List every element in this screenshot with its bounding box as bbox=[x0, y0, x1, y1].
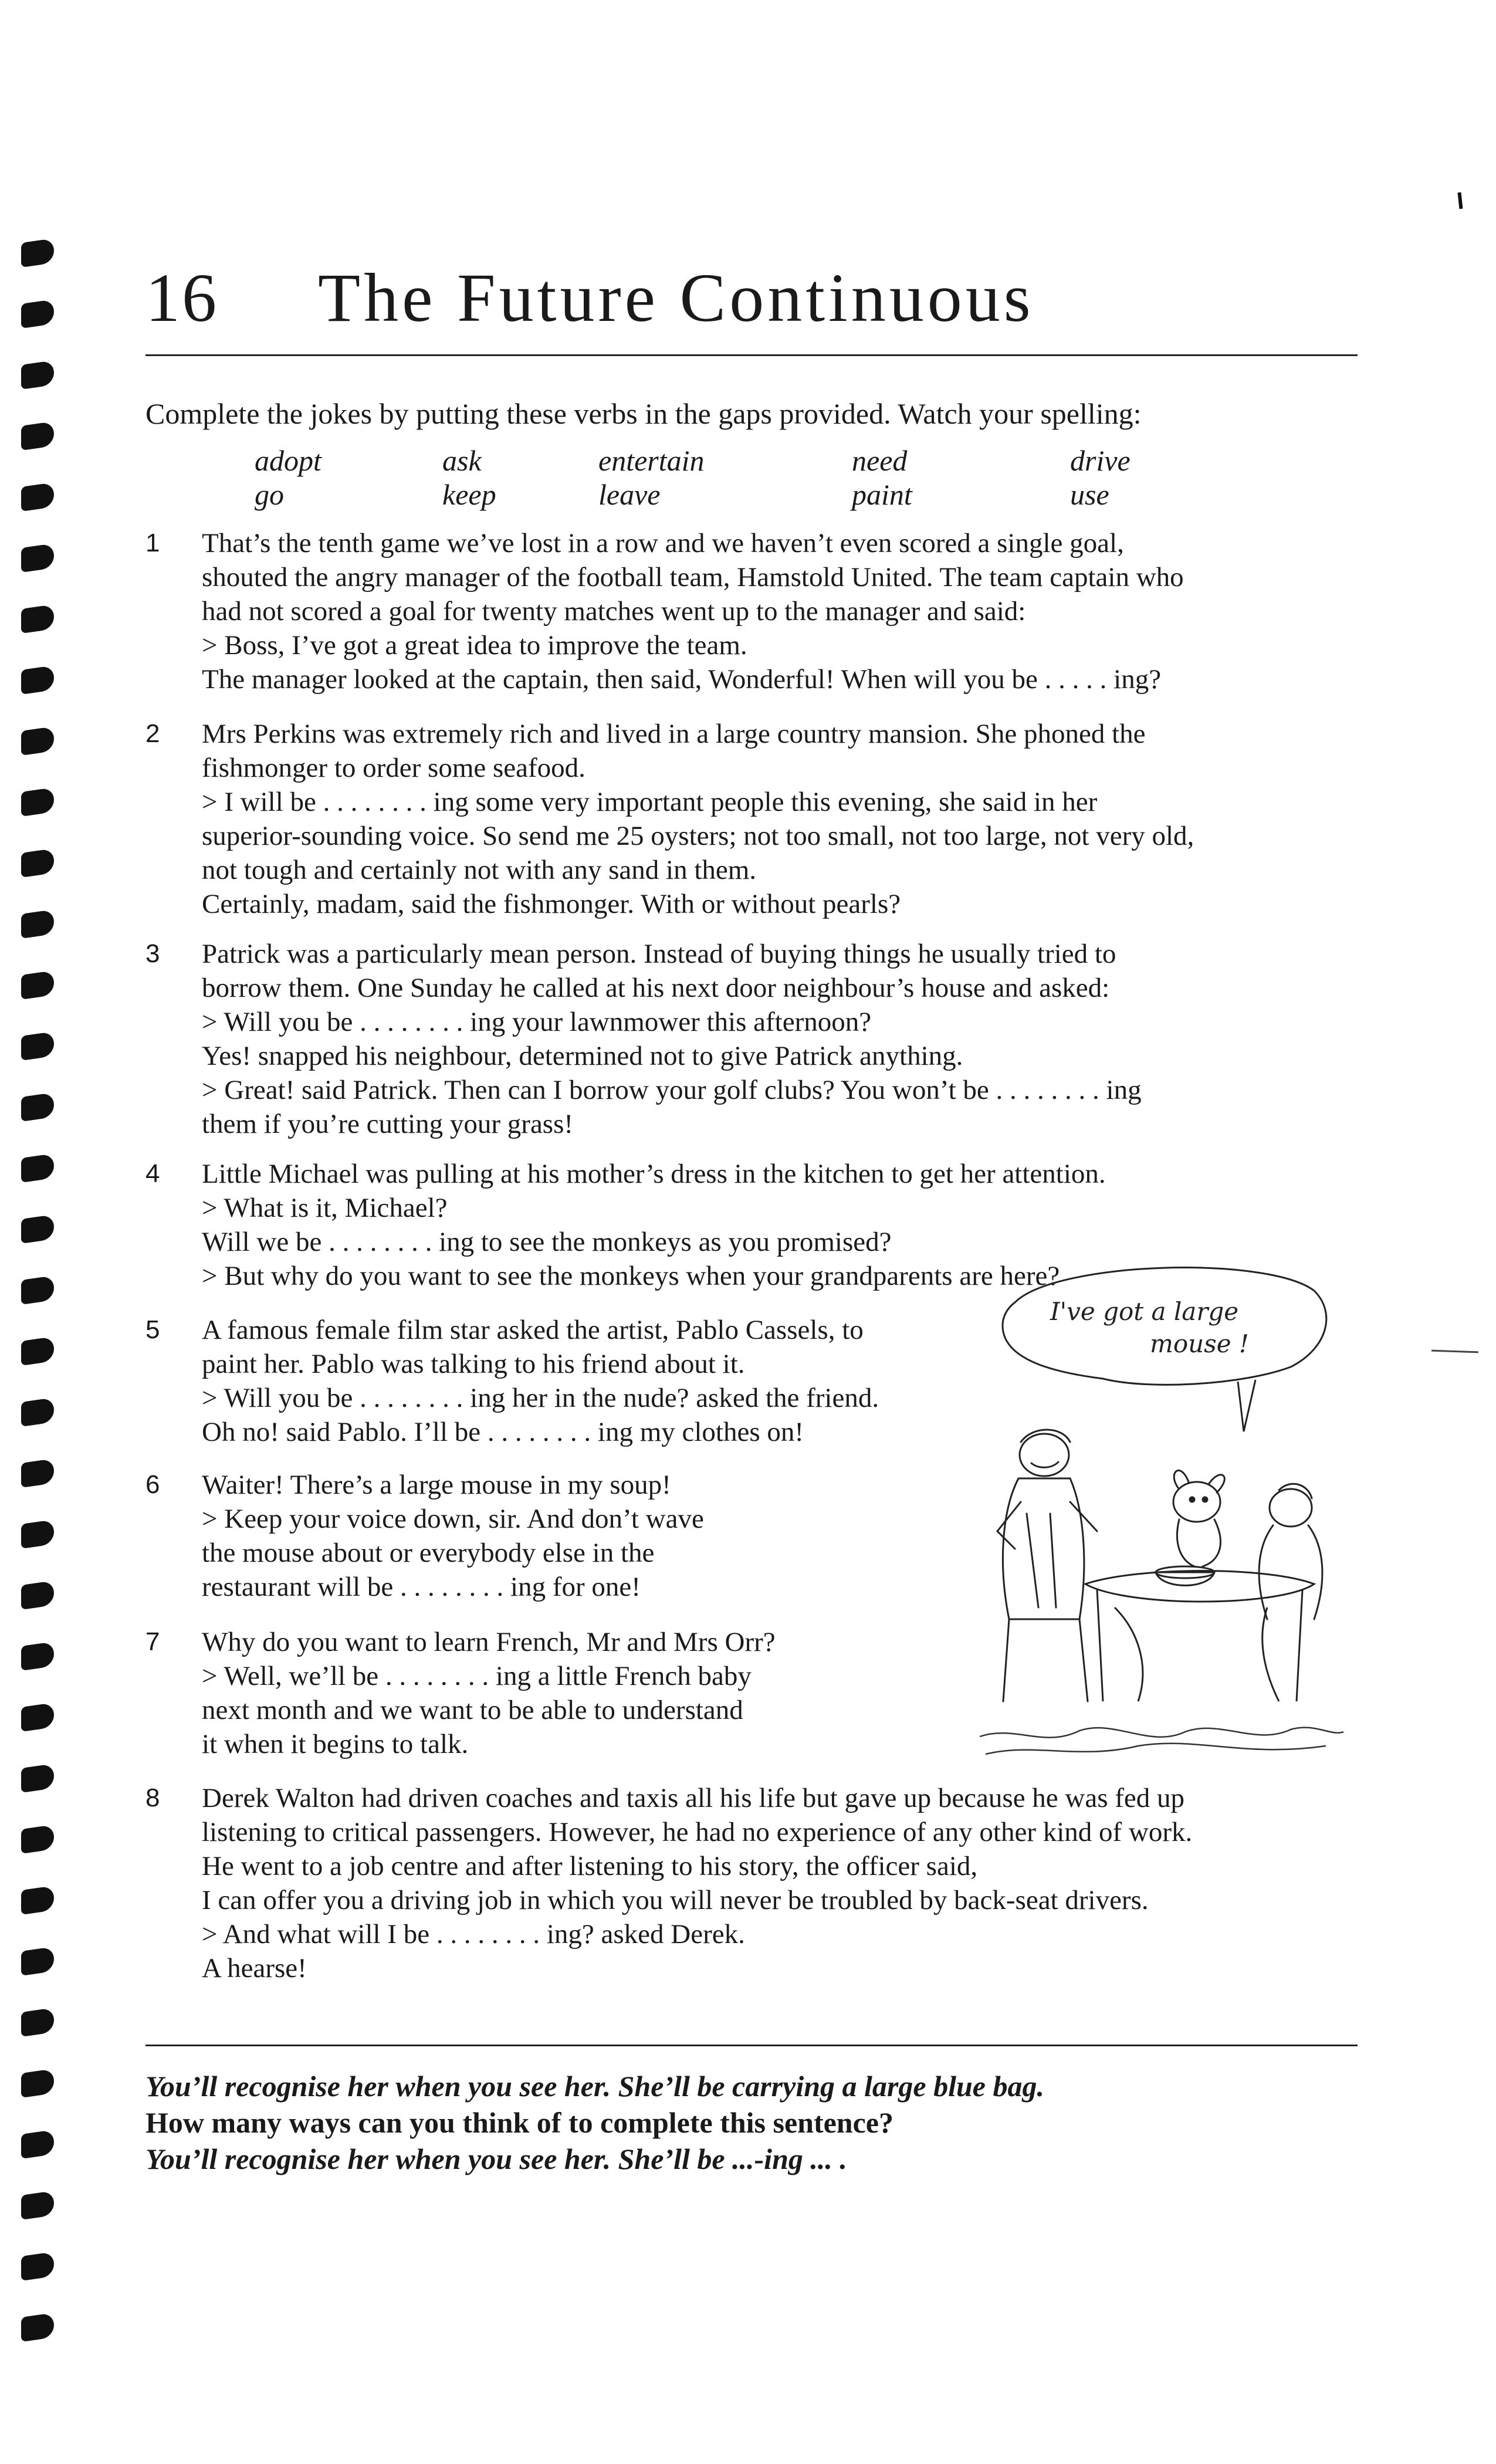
joke-line: > Keep your voice down, sir. And don’t wave bbox=[202, 1504, 704, 1534]
table bbox=[1085, 1571, 1314, 1702]
speech-text-line2: mouse ! bbox=[1150, 1329, 1249, 1358]
joke-text bbox=[202, 1313, 879, 1449]
verb: paint bbox=[852, 478, 912, 511]
joke-line: Waiter! There’s a large mouse in my soup! bbox=[202, 1470, 671, 1500]
verb: use bbox=[1070, 478, 1109, 511]
joke-text bbox=[202, 1468, 704, 1604]
joke-line: I can offer you a driving job in which you will never be troubled by back-seat drivers. bbox=[202, 1885, 1149, 1915]
binding-hole bbox=[21, 1825, 54, 1854]
binding-hole bbox=[21, 787, 54, 817]
joke-line: Derek Walton had driven coaches and taxis all his life but gave up because he was fed up bbox=[202, 1783, 1185, 1813]
binding-hole bbox=[21, 238, 54, 268]
verb: entertain bbox=[598, 444, 705, 477]
joke-line: > Will you be . . . . . . . . ing her in the nude? asked the friend. bbox=[202, 1383, 879, 1413]
binding-hole bbox=[21, 909, 54, 939]
joke-line: Little Michael was pulling at his mother’s dress in the kitchen to get her attention. bbox=[202, 1159, 1106, 1189]
verb: adopt bbox=[255, 444, 321, 477]
scan-mark bbox=[1431, 1350, 1478, 1353]
joke-line: > Boss, I’ve got a great idea to improve the team. bbox=[202, 630, 747, 661]
binding-hole bbox=[21, 1214, 54, 1244]
task-question: How many ways can you think of to complete this sentence? bbox=[145, 2106, 893, 2139]
joke-line: A famous female film star asked the artist, Pablo Cassels, to bbox=[202, 1315, 864, 1345]
floor-scribble bbox=[980, 1728, 1343, 1754]
example-sentence: You’ll recognise her when you see her. She’ll be carrying a large blue bag. bbox=[145, 2070, 1044, 2103]
binding-hole bbox=[21, 1703, 54, 1732]
joke-text bbox=[202, 937, 1142, 1141]
binding-hole bbox=[21, 1275, 54, 1305]
joke-number: 1 bbox=[145, 529, 160, 557]
diner-figure bbox=[1259, 1484, 1322, 1619]
joke-line: > Well, we’ll be . . . . . . . . ing a little French baby bbox=[202, 1661, 752, 1691]
binding-hole bbox=[21, 665, 54, 695]
joke-line: next month and we want to be able to understand bbox=[202, 1695, 743, 1725]
joke-number: 7 bbox=[145, 1627, 160, 1656]
joke-line: borrow them. One Sunday he called at his next door neighbour’s house and asked: bbox=[202, 973, 1110, 1003]
binding-hole bbox=[21, 2313, 54, 2342]
binding-hole bbox=[21, 1397, 54, 1427]
binding-hole bbox=[21, 1947, 54, 1976]
joke-line: He went to a job centre and after listening to his story, the officer said, bbox=[202, 1851, 978, 1881]
joke-text bbox=[202, 526, 1184, 696]
joke-line: fishmonger to order some seafood. bbox=[202, 753, 585, 783]
joke-line: restaurant will be . . . . . . . . ing for one! bbox=[202, 1572, 641, 1602]
binding-hole bbox=[21, 1580, 54, 1610]
binding-hole bbox=[21, 2252, 54, 2281]
joke-line: Patrick was a particularly mean person. Instead of buying things he usually tried to bbox=[202, 939, 1116, 969]
joke-number: 4 bbox=[145, 1159, 160, 1188]
binding-hole bbox=[21, 848, 54, 878]
verb: drive bbox=[1070, 444, 1131, 477]
joke-line: not tough and certainly not with any sand in them. bbox=[202, 855, 757, 885]
soup-bowl bbox=[1156, 1566, 1214, 1586]
binding-hole bbox=[21, 421, 54, 451]
joke-line: Why do you want to learn French, Mr and Mrs Orr? bbox=[202, 1627, 776, 1657]
binding-hole bbox=[21, 2191, 54, 2220]
binding-hole bbox=[21, 1336, 54, 1366]
joke-line: Yes! snapped his neighbour, determined not to give Patrick anything. bbox=[202, 1041, 963, 1071]
joke-number: 3 bbox=[145, 939, 160, 968]
joke-line: A hearse! bbox=[202, 1953, 307, 1984]
joke-line: That’s the tenth game we’ve lost in a row and we haven’t even scored a single goal, bbox=[202, 528, 1124, 559]
binding-hole bbox=[21, 1641, 54, 1671]
joke-line: > I will be . . . . . . . . ing some very important people this evening, she said in her bbox=[202, 787, 1098, 817]
chapter-title: The Future Continuous bbox=[318, 259, 1034, 336]
joke-number: 6 bbox=[145, 1470, 160, 1499]
binding-hole bbox=[21, 482, 54, 512]
binding-hole bbox=[21, 1764, 54, 1793]
waiter-figure bbox=[997, 1430, 1097, 1701]
verb: keep bbox=[442, 478, 496, 511]
instruction-text: Complete the jokes by putting these verbs in the gaps provided. Watch your spelling: bbox=[145, 397, 1142, 430]
joke-line: paint her. Pablo was talking to his friend about it. bbox=[202, 1349, 745, 1379]
joke-line: > And what will I be . . . . . . . . ing? asked Derek. bbox=[202, 1919, 745, 1949]
joke-line: Certainly, madam, said the fishmonger. With or without pearls? bbox=[202, 889, 901, 919]
joke-number: 8 bbox=[145, 1783, 160, 1812]
speech-text-line1: I've got a large bbox=[1050, 1297, 1239, 1326]
scan-mark bbox=[1458, 192, 1463, 209]
binding-hole bbox=[21, 1031, 54, 1061]
binding-hole bbox=[21, 2069, 54, 2098]
binding-hole bbox=[21, 726, 54, 756]
joke-line: > Will you be . . . . . . . . ing your lawnmower this afternoon? bbox=[202, 1007, 872, 1037]
joke-number: 2 bbox=[145, 719, 160, 748]
extension-task bbox=[145, 2068, 1044, 2177]
joke-line: them if you’re cutting your grass! bbox=[202, 1109, 574, 1139]
joke-line: Oh no! said Pablo. I’ll be . . . . . . . . ing my clothes on! bbox=[202, 1417, 804, 1447]
sentence-frame: You’ll recognise her when you see her. She’ll be ...-ing ... . bbox=[145, 2143, 847, 2175]
joke-line: superior-sounding voice. So send me 25 oysters; not too small, not too large, not very old, bbox=[202, 821, 1194, 851]
joke-text bbox=[202, 717, 1194, 921]
joke-line: > Great! said Patrick. Then can I borrow your golf clubs? You won’t be . . . . . . . . ing bbox=[202, 1075, 1142, 1105]
binding-hole bbox=[21, 2008, 54, 2037]
joke-line: Will we be . . . . . . . . ing to see the monkeys as you promised? bbox=[202, 1227, 892, 1257]
joke-number: 5 bbox=[145, 1315, 160, 1344]
verb: need bbox=[852, 444, 908, 477]
chapter-heading bbox=[145, 258, 1342, 352]
binding-hole bbox=[21, 1092, 54, 1122]
binding-hole bbox=[21, 1153, 54, 1183]
mouse-figure bbox=[1173, 1470, 1224, 1566]
binding-hole bbox=[21, 299, 54, 329]
binding-hole bbox=[21, 543, 54, 573]
joke-line: Mrs Perkins was extremely rich and lived in a large country mansion. She phoned the bbox=[202, 719, 1146, 749]
verb: leave bbox=[598, 478, 661, 511]
verb: go bbox=[255, 478, 284, 511]
joke-line: it when it begins to talk. bbox=[202, 1729, 469, 1759]
title-rule bbox=[145, 354, 1358, 356]
joke-line: the mouse about or everybody else in the bbox=[202, 1538, 655, 1568]
binding-hole bbox=[21, 360, 54, 390]
joke-line: had not scored a goal for twenty matches went up to the manager and said: bbox=[202, 596, 1026, 627]
binding-hole bbox=[21, 1886, 54, 1915]
joke-line: shouted the angry manager of the football team, Hamstold United. The team captain who bbox=[202, 562, 1184, 593]
verb: ask bbox=[442, 444, 482, 477]
joke-line: > But why do you want to see the monkeys when your grandparents are here? bbox=[202, 1261, 1060, 1291]
joke-text bbox=[202, 1781, 1192, 1985]
joke-line: listening to critical passengers. However, he had no experience of any other kind of work. bbox=[202, 1817, 1193, 1847]
chapter-number: 16 bbox=[145, 259, 218, 336]
binding-hole bbox=[21, 970, 54, 1000]
footer-rule bbox=[145, 2045, 1358, 2046]
joke-text bbox=[202, 1625, 776, 1761]
binding-hole bbox=[21, 604, 54, 634]
binding-hole bbox=[21, 1519, 54, 1549]
binding-hole bbox=[21, 2130, 54, 2159]
joke-line: The manager looked at the captain, then said, Wonderful! When will you be . . . . . ing? bbox=[202, 664, 1162, 695]
joke-line: > What is it, Michael? bbox=[202, 1193, 448, 1223]
spiral-binding bbox=[11, 229, 63, 2341]
binding-hole bbox=[21, 1458, 54, 1488]
restaurant-cartoon bbox=[962, 1255, 1349, 1772]
